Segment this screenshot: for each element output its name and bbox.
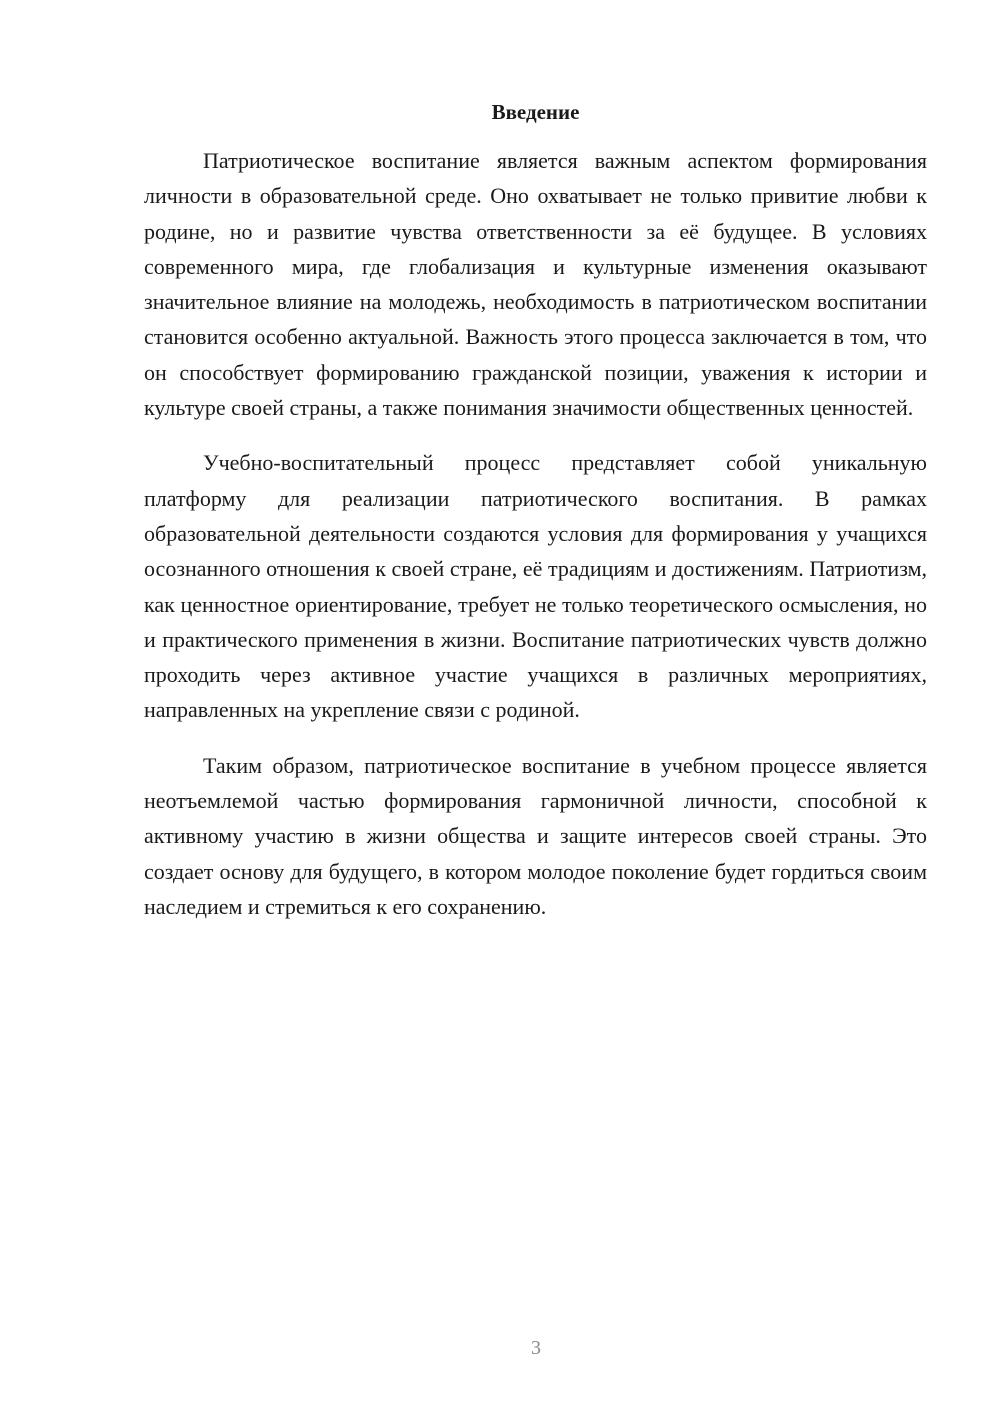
page-number: 3 <box>531 1337 541 1359</box>
paragraph-2: Учебно-воспитательный процесс представляет собой уникальную платформу для реализации патриотического воспитания. В рамках образовательной деятельности создаются условия для формирования у учащихся осознанного отношения к своей стране, её традициям и достижениям. Патриотизм, как ценностное ориентирование, требует не только теоретического осмысления, но и практического применения в жизни. Воспитание патриотических чувств должно проходить через активное участие учащихся в различных мероприятиях, направленных на укрепление связи с родиной. <box>144 450 927 723</box>
paragraph-3: Таким образом, патриотическое воспитание в учебном процессе является неотъемлемой частью формирования гармоничной личности, способной к активному участию в жизни общества и защите интересов своей страны. Это создает основу для будущего, в котором молодое поколение будет гордиться своим наследием и стремиться к его сохранению. <box>144 752 927 919</box>
paragraph-1: Патриотическое воспитание является важным аспектом формирования личности в образовательной среде. Оно охватывает не только привитие любви к родине, но и развитие чувства ответственности за её будущее. В условиях современного мира, где глобализация и культурные изменения оказывают значительное влияние на молодежь, необходимость в патриотическом воспитании становится особенно актуальной. Важность этого процесса заключается в том, что он способствует формированию гражданской позиции, уважения к истории и культуре своей страны, а также понимания значимости общественных ценностей. <box>144 148 927 421</box>
section-heading: Введение <box>491 100 580 124</box>
body-text <box>144 143 927 944</box>
